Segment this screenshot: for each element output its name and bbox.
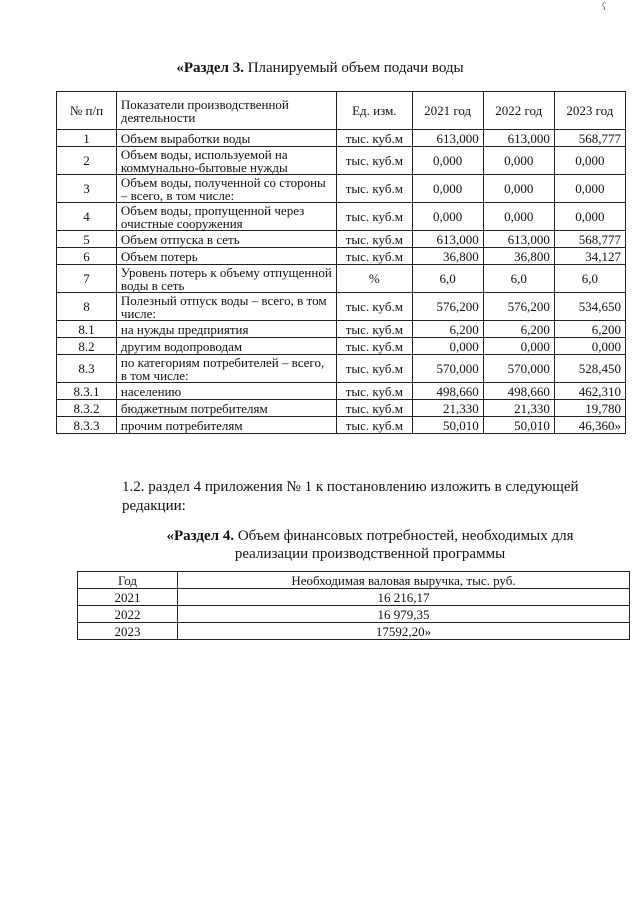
section4-title	[150, 527, 590, 563]
cell-2022: 498,660	[483, 383, 554, 400]
cell-2023: 534,650	[554, 293, 625, 321]
cell-2021: 0,000	[412, 147, 483, 175]
cell-no: 8.1	[57, 321, 117, 338]
cell-name: Полезный отпуск воды – всего, в том числе:	[116, 293, 336, 321]
cell-2021: 50,010	[412, 417, 483, 434]
cell-unit: %	[337, 265, 412, 293]
table2-body	[78, 589, 630, 640]
cell-no: 3	[57, 175, 117, 203]
cell-no: 2	[57, 147, 117, 175]
cell-2022: 570,000	[483, 355, 554, 383]
cell-name: населению	[116, 383, 336, 400]
cell-2023: 0,000	[554, 203, 625, 231]
cell-no: 4	[57, 203, 117, 231]
cell-2022: 0,000	[483, 175, 554, 203]
table-row	[57, 265, 626, 293]
cell-name: на нужды предприятия	[116, 321, 336, 338]
cell-no: 5	[57, 231, 117, 248]
table-header-row	[57, 92, 626, 130]
cell-2021: 36,800	[412, 248, 483, 265]
cell-2023: 0,000	[554, 175, 625, 203]
cell-name: Объем воды, полученной со стороны – всего, в том числе:	[116, 175, 336, 203]
paragraph-1-2	[86, 478, 616, 516]
cell-2022: 613,000	[483, 130, 554, 147]
table-row	[57, 203, 626, 231]
cell-year: 2022	[78, 606, 178, 623]
cell-2023: 34,127	[554, 248, 625, 265]
table-row	[57, 293, 626, 321]
cell-2023: 6,0	[554, 265, 625, 293]
cell-unit: тыс. куб.м	[337, 130, 412, 147]
header-revenue: Необходимая валовая выручка, тыс. руб.	[178, 572, 630, 589]
table-row	[57, 355, 626, 383]
cell-unit: тыс. куб.м	[337, 383, 412, 400]
table-row	[57, 231, 626, 248]
cell-unit: тыс. куб.м	[337, 231, 412, 248]
cell-name: Объем потерь	[116, 248, 336, 265]
header-no: № п/п	[57, 92, 117, 130]
cell-2022: 0,000	[483, 147, 554, 175]
cell-2021: 576,200	[412, 293, 483, 321]
cell-2021: 6,0	[412, 265, 483, 293]
section4-title-rest: Объем финансовых потребностей, необходимых для реализации производственной программы	[234, 528, 574, 562]
cell-no: 8.3.3	[57, 417, 117, 434]
cell-2021: 0,000	[412, 175, 483, 203]
cell-no: 1	[57, 130, 117, 147]
cell-no: 6	[57, 248, 117, 265]
cell-name: Объем воды, используемой на коммунально-бытовые нужды	[116, 147, 336, 175]
cell-unit: тыс. куб.м	[337, 338, 412, 355]
table-row	[57, 417, 626, 434]
section3-title	[0, 59, 640, 77]
cell-2022: 6,0	[483, 265, 554, 293]
cell-2021: 613,000	[412, 231, 483, 248]
cell-2023: 568,777	[554, 130, 625, 147]
header-2022: 2022 год	[483, 92, 554, 130]
header-2021: 2021 год	[412, 92, 483, 130]
cell-2023: 0,000	[554, 338, 625, 355]
cell-revenue: 16 216,17	[178, 589, 630, 606]
cell-name: бюджетным потребителям	[116, 400, 336, 417]
table2-row	[78, 606, 630, 623]
cell-2021: 570,000	[412, 355, 483, 383]
cell-year: 2021	[78, 589, 178, 606]
table-row	[57, 338, 626, 355]
water-supply-table	[56, 91, 626, 434]
cell-2022: 0,000	[483, 338, 554, 355]
section3-title-bold: «Раздел 3.	[176, 60, 244, 76]
cell-name: прочим потребителям	[116, 417, 336, 434]
table-row	[57, 248, 626, 265]
cell-2023: 568,777	[554, 231, 625, 248]
table-body	[57, 130, 626, 434]
cell-2021: 613,000	[412, 130, 483, 147]
cell-name: по категориям потребителей – всего, в том числе:	[116, 355, 336, 383]
cell-no: 8.3.2	[57, 400, 117, 417]
cell-name: Объем выработки воды	[116, 130, 336, 147]
cell-2021: 498,660	[412, 383, 483, 400]
cell-2021: 0,000	[412, 338, 483, 355]
header-2023: 2023 год	[554, 92, 625, 130]
cell-2023: 462,310	[554, 383, 625, 400]
table-row	[57, 175, 626, 203]
cell-2022: 0,000	[483, 203, 554, 231]
cell-name: другим водопроводам	[116, 338, 336, 355]
cell-unit: тыс. куб.м	[337, 400, 412, 417]
table-row	[57, 147, 626, 175]
table-row	[57, 321, 626, 338]
cell-year: 2023	[78, 623, 178, 640]
section3-title-rest: Планируемый объем подачи воды	[243, 60, 464, 76]
cell-no: 8.3.1	[57, 383, 117, 400]
cell-unit: тыс. куб.м	[337, 355, 412, 383]
financial-needs-table	[77, 571, 630, 640]
cell-unit: тыс. куб.м	[337, 293, 412, 321]
cell-unit: тыс. куб.м	[337, 321, 412, 338]
cell-2023: 19,780	[554, 400, 625, 417]
cell-name: Объем воды, пропущенной через очистные сооружения	[116, 203, 336, 231]
cell-revenue: 17592,20»	[178, 623, 630, 640]
cell-2023: 46,360»	[554, 417, 625, 434]
table2-row	[78, 589, 630, 606]
header-year: Год	[78, 572, 178, 589]
corner-mark: ʕ	[602, 2, 607, 13]
cell-no: 7	[57, 265, 117, 293]
cell-no: 8	[57, 293, 117, 321]
cell-unit: тыс. куб.м	[337, 203, 412, 231]
cell-name: Объем отпуска в сеть	[116, 231, 336, 248]
table-row	[57, 383, 626, 400]
table-row	[57, 400, 626, 417]
cell-2022: 613,000	[483, 231, 554, 248]
cell-unit: тыс. куб.м	[337, 147, 412, 175]
cell-2023: 0,000	[554, 147, 625, 175]
cell-2021: 6,200	[412, 321, 483, 338]
cell-no: 8.3	[57, 355, 117, 383]
cell-2023: 6,200	[554, 321, 625, 338]
cell-2021: 21,330	[412, 400, 483, 417]
table-row	[57, 130, 626, 147]
cell-no: 8.2	[57, 338, 117, 355]
cell-unit: тыс. куб.м	[337, 175, 412, 203]
table2-row	[78, 623, 630, 640]
cell-name: Уровень потерь к объему отпущенной воды в сеть	[116, 265, 336, 293]
paragraph-text: 1.2. раздел 4 приложения № 1 к постановлению изложить в следующей редакции:	[122, 479, 579, 514]
cell-2022: 21,330	[483, 400, 554, 417]
cell-2021: 0,000	[412, 203, 483, 231]
cell-2023: 528,450	[554, 355, 625, 383]
cell-unit: тыс. куб.м	[337, 417, 412, 434]
cell-2022: 576,200	[483, 293, 554, 321]
table2-header-row	[78, 572, 630, 589]
cell-2022: 36,800	[483, 248, 554, 265]
cell-2022: 50,010	[483, 417, 554, 434]
header-name: Показатели производственной деятельности	[116, 92, 336, 130]
cell-unit: тыс. куб.м	[337, 248, 412, 265]
cell-2022: 6,200	[483, 321, 554, 338]
cell-revenue: 16 979,35	[178, 606, 630, 623]
header-unit: Ед. изм.	[337, 92, 412, 130]
section4-title-bold: «Раздел 4.	[166, 528, 235, 544]
